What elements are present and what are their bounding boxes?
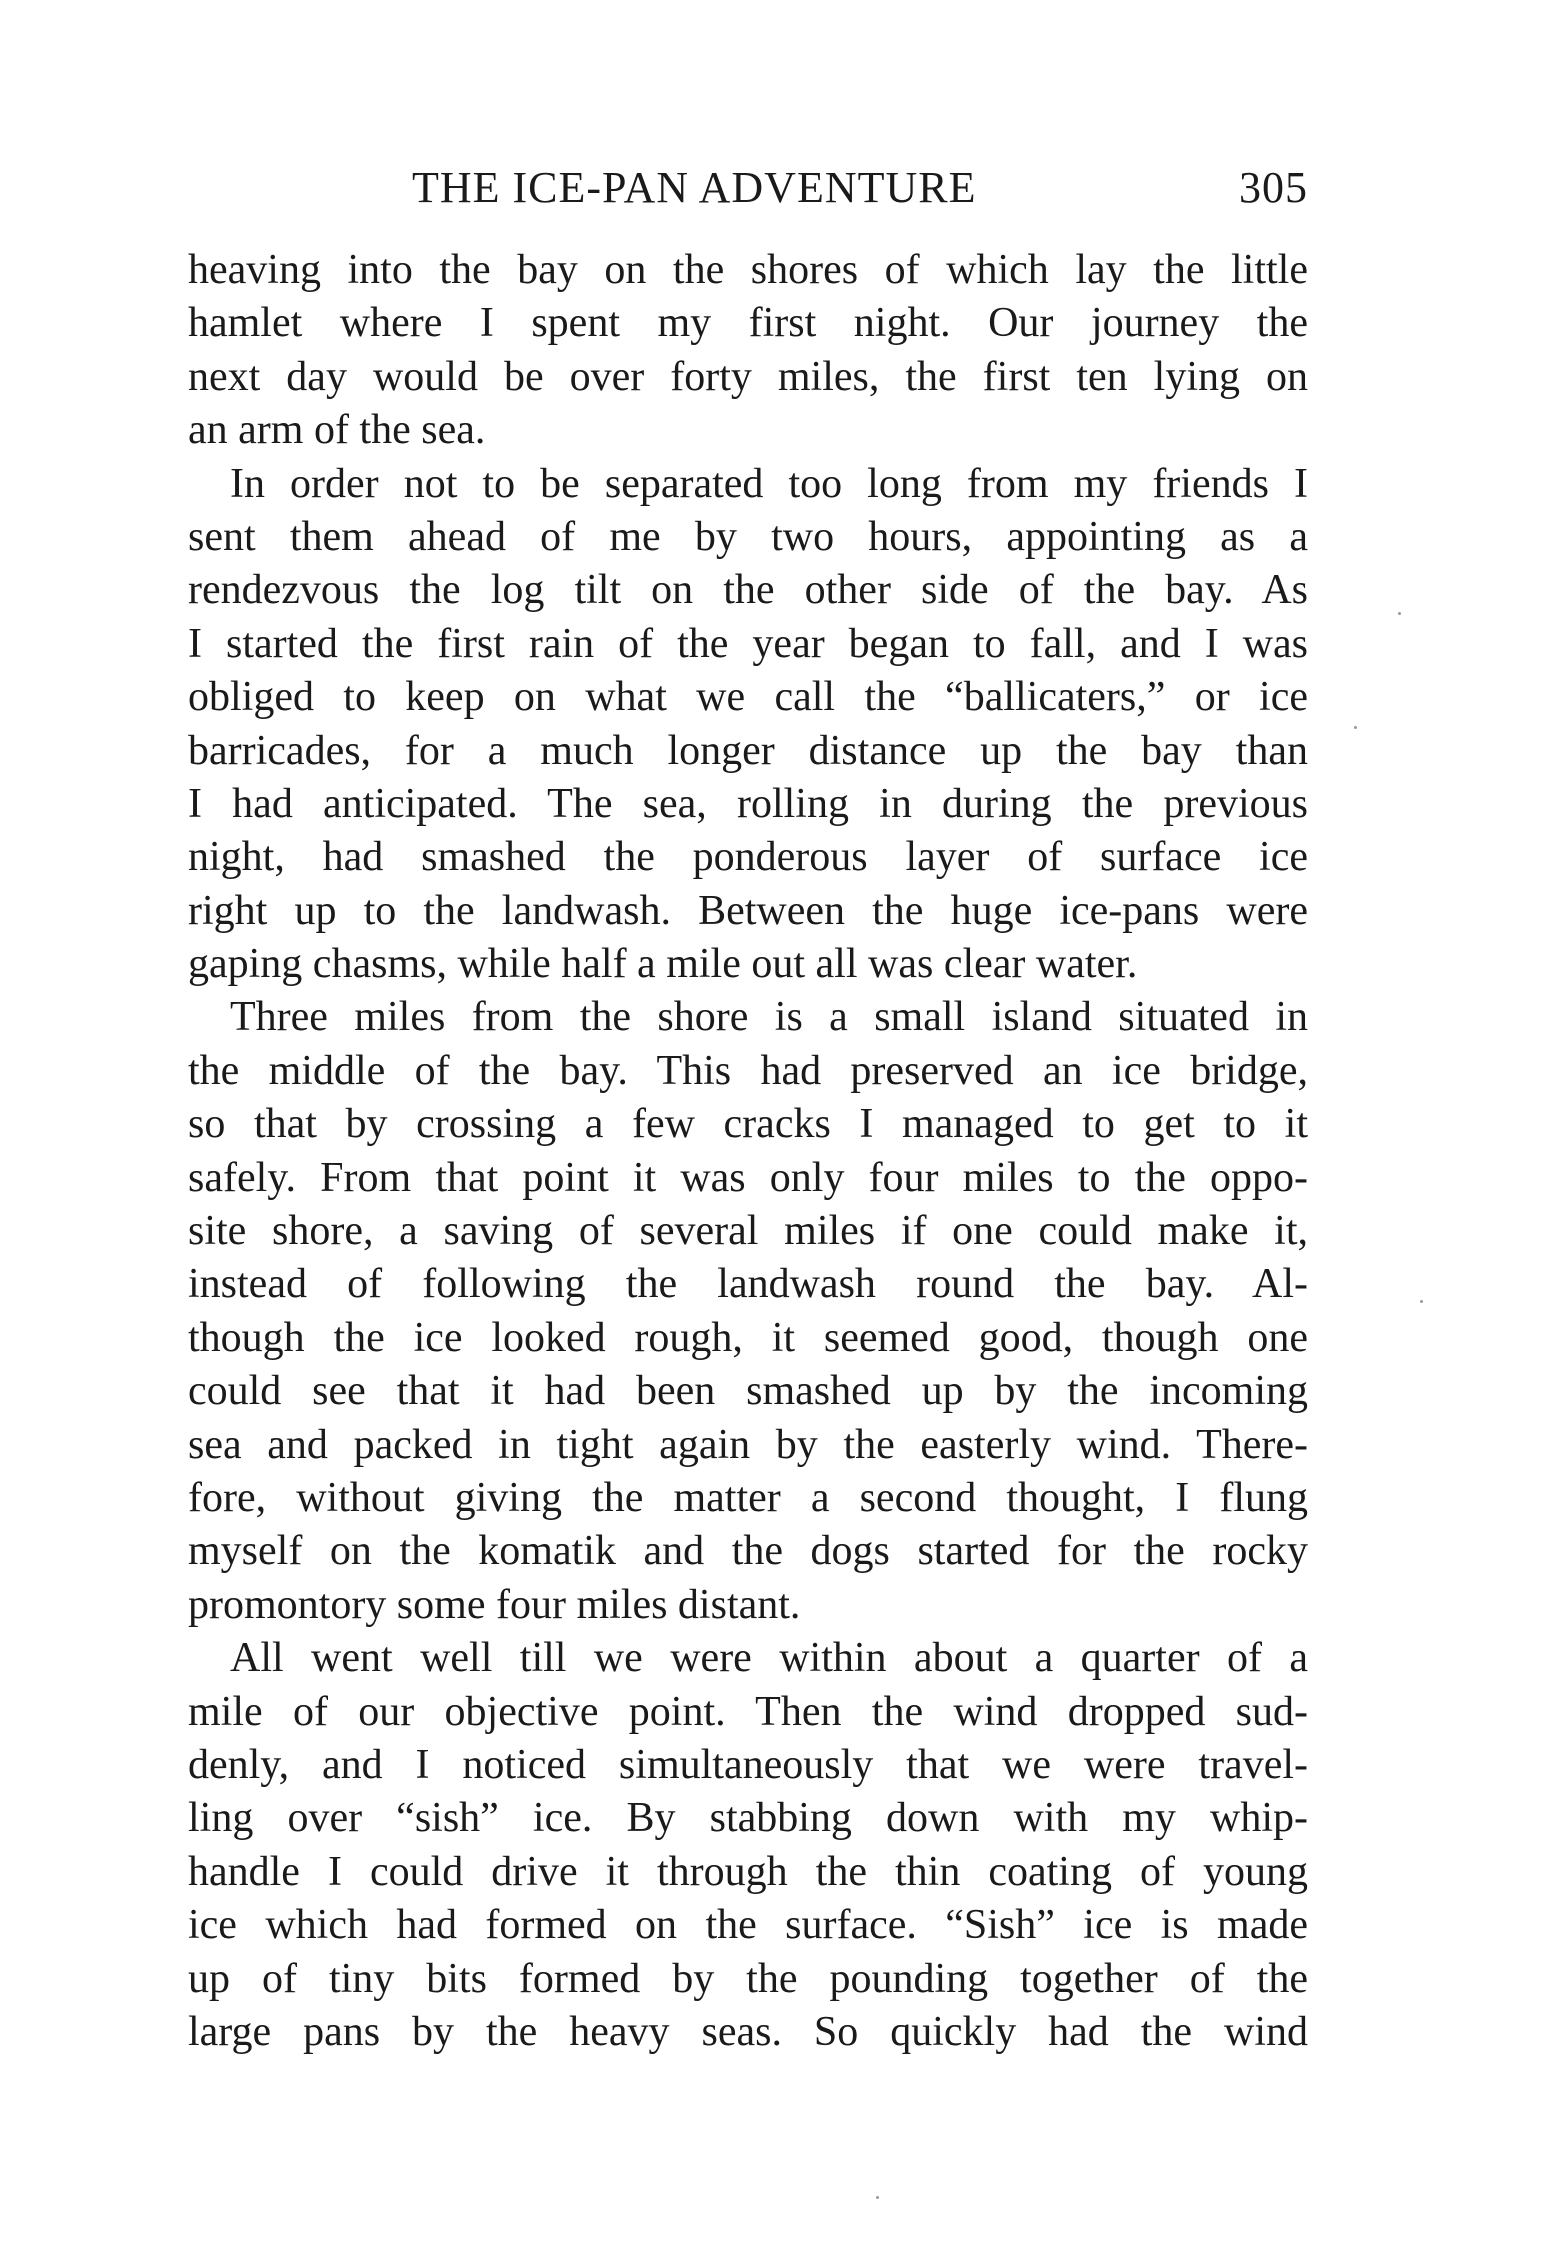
scan-speck <box>1420 1300 1423 1303</box>
text-line: fore, without giving the matter a second thought, I flung <box>188 1474 1308 1521</box>
text-line: gaping chasms, while half a mile out all was clear water. <box>188 941 1138 988</box>
page-number: 305 <box>1239 163 1308 212</box>
text-line: I started the first rain of the year began to fall, and I was <box>188 620 1308 667</box>
text-line: mile of our objective point. Then the wind dropped sud- <box>188 1688 1308 1735</box>
text-line: large pans by the heavy seas. So quickly had the wind <box>188 2008 1308 2055</box>
text-line: the middle of the bay. This had preserved an ice bridge, <box>188 1047 1308 1094</box>
text-line: All went well till we were within about a quarter of a <box>230 1635 1308 1682</box>
text-line: barricades, for a much longer distance up the bay than <box>188 727 1308 774</box>
scan-speck <box>876 2196 879 2199</box>
paragraph <box>188 991 1308 1632</box>
text-line: rendezvous the log tilt on the other side of the bay. As <box>188 567 1308 614</box>
running-head <box>188 162 1308 222</box>
text-line: though the ice looked rough, it seemed good, though one <box>188 1314 1308 1361</box>
text-line: could see that it had been smashed up by the incoming <box>188 1368 1308 1415</box>
text-line: I had anticipated. The sea, rolling in during the previous <box>188 780 1308 827</box>
text-line: ling over “sish” ice. By stabbing down with my whip- <box>188 1795 1308 1842</box>
text-line: obliged to keep on what we call the “ballicaters,” or ice <box>188 674 1308 721</box>
text-line: handle I could drive it through the thin coating of young <box>188 1848 1308 1895</box>
text-line: an arm of the sea. <box>188 407 486 454</box>
text-line: right up to the landwash. Between the huge ice-pans were <box>188 887 1308 934</box>
text-line: sent them ahead of me by two hours, appointing as a <box>188 513 1308 560</box>
text-line: next day would be over forty miles, the first ten lying on <box>188 353 1308 400</box>
text-line: In order not to be separated too long from my friends I <box>230 460 1308 507</box>
text-line: site shore, a saving of several miles if one could make it, <box>188 1208 1308 1255</box>
paragraph <box>188 1632 1308 2059</box>
text-line: night, had smashed the ponderous layer of surface ice <box>188 834 1308 881</box>
scan-speck <box>1398 612 1401 615</box>
text-line: hamlet where I spent my first night. Our journey the <box>188 300 1308 347</box>
text-line: instead of following the landwash round the bay. Al- <box>188 1261 1308 1308</box>
text-line: so that by crossing a few cracks I managed to get to it <box>188 1101 1308 1148</box>
text-line: Three miles from the shore is a small island situated in <box>230 994 1308 1041</box>
text-line: ice which had formed on the surface. “Sish” ice is made <box>188 1902 1308 1949</box>
scan-speck <box>1354 726 1357 729</box>
text-line: up of tiny bits formed by the pounding together of the <box>188 1955 1308 2002</box>
text-line: heaving into the bay on the shores of which lay the little <box>188 247 1308 293</box>
paragraph <box>188 244 1308 458</box>
running-title: THE ICE-PAN ADVENTURE <box>412 163 977 212</box>
text-line: myself on the komatik and the dogs started for the rocky <box>188 1528 1308 1575</box>
text-line: denly, and I noticed simultaneously that we were travel- <box>188 1741 1308 1788</box>
body-text <box>188 244 1308 2059</box>
text-line: promontory some four miles distant. <box>188 1581 801 1628</box>
paragraph <box>188 458 1308 992</box>
text-line: sea and packed in tight again by the easterly wind. There- <box>188 1421 1308 1468</box>
text-line: safely. From that point it was only four miles to the oppo- <box>188 1154 1308 1201</box>
